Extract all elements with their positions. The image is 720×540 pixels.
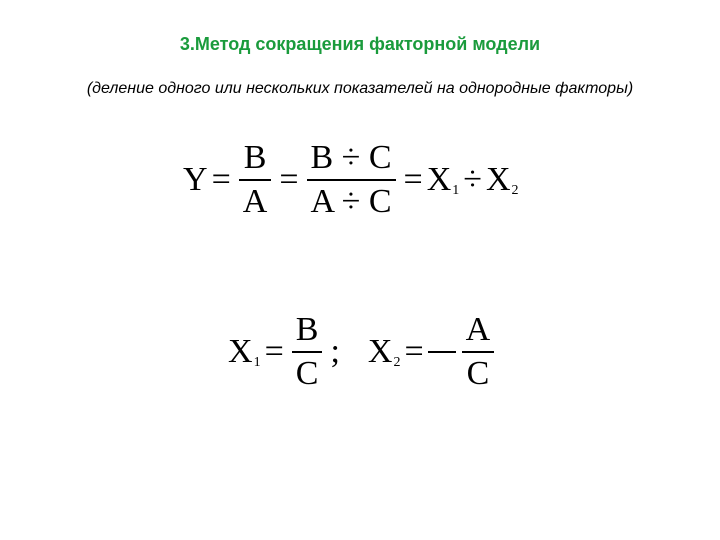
formula-main-x1 — [427, 161, 460, 199]
formula-main-x2 — [486, 161, 519, 199]
formula-factors-x1 — [228, 333, 261, 371]
formula-main-x1-letter: X — [426, 161, 452, 198]
fraction-bc-over-ac-denominator: A ÷ C — [310, 183, 392, 220]
slide-title: 3.Метод сокращения факторной модели — [179, 34, 541, 54]
fraction-bar — [462, 351, 495, 353]
fraction-b-over-a-numerator: B — [243, 139, 267, 176]
fraction-a-over-c-numerator: A — [465, 311, 491, 348]
formula-factors-x2-letter: X — [367, 333, 393, 370]
fraction-a-over-c — [462, 313, 495, 391]
fraction-b-over-c — [292, 313, 323, 391]
formula-main-x2-letter: X — [485, 161, 511, 198]
formula-factors-equals-2: = — [404, 333, 424, 370]
fraction-bc-over-ac — [307, 141, 396, 219]
fraction-b-over-c-denominator: C — [295, 355, 319, 392]
fraction-bar — [307, 179, 396, 181]
formula-main-x2-subscript: 2 — [511, 183, 519, 198]
formula-main-divide: ÷ — [463, 161, 482, 198]
fraction-bar — [292, 351, 323, 353]
formula-factors-equals-1: = — [264, 333, 284, 370]
fraction-a-over-c-denominator: C — [466, 355, 490, 392]
fraction-b-over-a-denominator: A — [242, 183, 268, 220]
formula-factors-x2-subscript: 2 — [393, 355, 401, 370]
fraction-bc-over-ac-numerator: B ÷ C — [310, 139, 392, 176]
fraction-b-over-a — [239, 141, 272, 219]
formula-factors-x1-letter: X — [228, 333, 253, 370]
formula-factors-x1-subscript: 1 — [253, 355, 261, 370]
formula-main-equals-3: = — [403, 161, 423, 198]
formula-main-equals-1: = — [211, 161, 231, 198]
formula-main-x1-subscript: 1 — [452, 183, 460, 198]
formula-factors-x2 — [368, 333, 401, 371]
formula-main — [183, 140, 519, 220]
formula-main-y: Y — [183, 161, 208, 198]
formula-factors-dash — [428, 351, 456, 353]
slide-subtitle: (деление одного или нескольких показателей на однородные факторы) — [86, 80, 634, 97]
formula-factors-semicolon: ; — [330, 333, 340, 370]
formula-factors — [228, 312, 498, 392]
formula-main-equals-2: = — [279, 161, 299, 198]
fraction-b-over-c-numerator: B — [295, 311, 319, 348]
fraction-bar — [239, 179, 272, 181]
